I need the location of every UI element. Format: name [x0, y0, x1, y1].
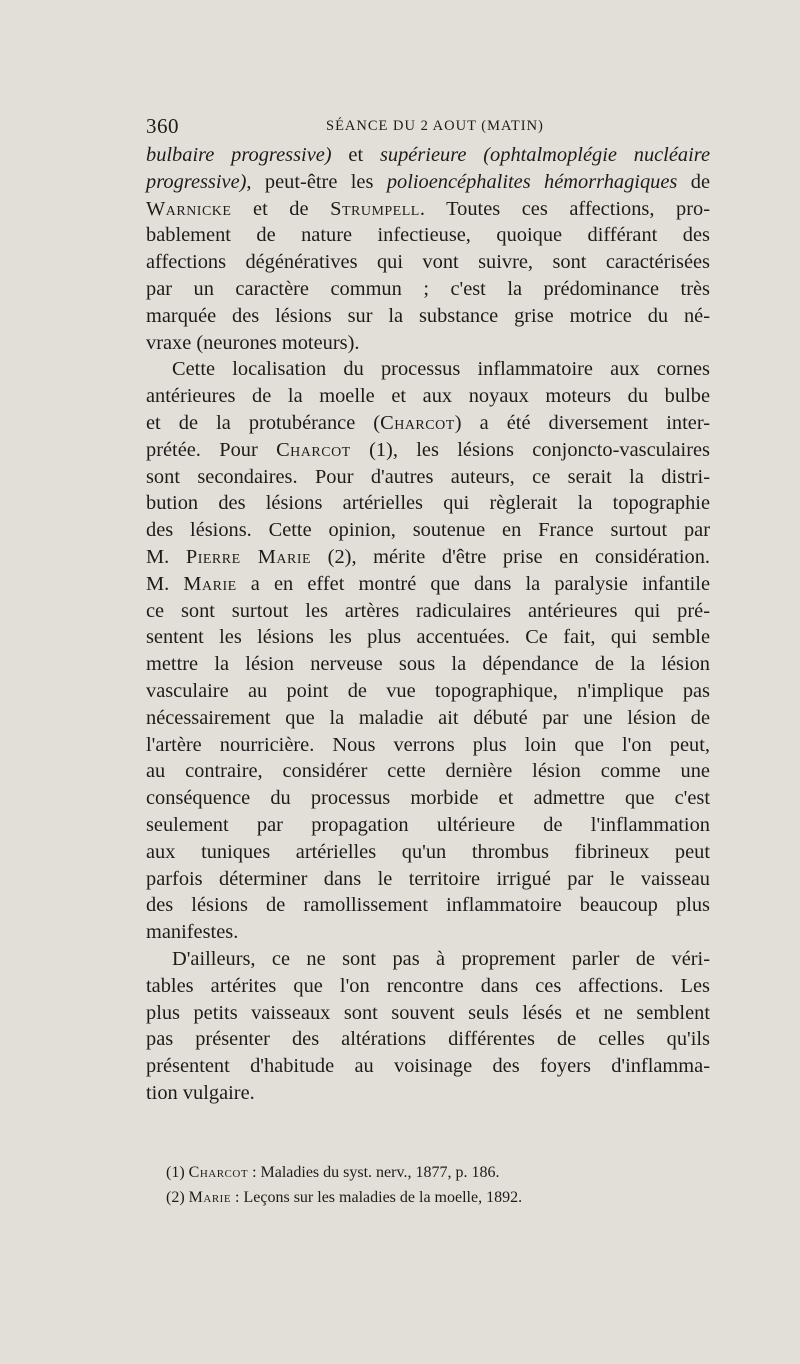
text-line: présentent d'habitude au voisinage des foyers d'inflamma- [146, 1055, 710, 1078]
text-line: conséquence du processus morbide et admettre que c'est [146, 787, 710, 810]
text-line: tables artérites que l'on rencontre dans ces affections. Les [146, 974, 710, 997]
text-line: des lésions. Cette opinion, soutenue en France surtout par [146, 519, 710, 542]
text-line: seulement par propagation ultérieure de l'inflammation [146, 813, 710, 836]
body-text [146, 142, 710, 1107]
paragraph-start: D'ailleurs, ce ne sont pas à proprement parler de véri- [172, 947, 710, 970]
text-line: prétée. Pour Charcot (1), les lésions conjoncto-vasculaires [146, 438, 710, 461]
text-line: M. Marie a en effet montré que dans la paralysie infantile [146, 572, 711, 595]
text-line: et de la protubérance (Charcot) a été diversement inter- [146, 411, 710, 434]
footnote: (2) Marie : Leçons sur les maladies de la moelle, 1892. [166, 1189, 523, 1206]
text-line: affections dégénératives qui vont suivre, sont caractérisées [146, 251, 710, 274]
text-line: vraxe (neurones moteurs). [146, 331, 360, 354]
text-line: plus petits vaisseaux sont souvent seuls lésés et ne semblent [146, 1001, 710, 1024]
text-line: parfois déterminer dans le territoire irrigué par le vaisseau [146, 867, 710, 890]
text-line: aux tuniques artérielles qu'un thrombus fibrineux peut [146, 840, 710, 863]
text-line: manifestes. [146, 921, 239, 944]
page-header [146, 114, 706, 144]
text-line: au contraire, considérer cette dernière lésion comme une [146, 760, 710, 783]
text-line: bulbaire progressive) et supérieure (ophtalmoplégie nucléaire [146, 144, 710, 166]
text-line: l'artère nourricière. Nous verrons plus loin que l'on peut, [146, 733, 710, 756]
paragraph-start: Cette localisation du processus inflammatoire aux cornes [172, 358, 710, 381]
text-line: sont secondaires. Pour d'autres auteurs, ce serait la distri- [146, 465, 710, 488]
footnote: (1) Charcot : Maladies du syst. nerv., 1877, p. 186. [166, 1164, 500, 1181]
text-line: mettre la lésion nerveuse sous la dépendance de la lésion [146, 653, 710, 676]
footnotes [166, 1160, 706, 1210]
text-line: ce sont surtout les artères radiculaires antérieures qui pré- [146, 599, 710, 622]
text-line: bution des lésions artérielles qui règlerait la topographie [146, 492, 710, 515]
text-line: tion vulgaire. [146, 1081, 255, 1104]
text-line: bablement de nature infectieuse, quoique différant des [146, 224, 710, 247]
text-line: pas présenter des altérations différentes de celles qu'ils [146, 1028, 710, 1051]
text-line: progressive), peut-être les polioencéphalites hémorrhagiques de [146, 170, 711, 193]
text-line: M. Pierre Marie (2), mérite d'être prise en considération. [146, 545, 710, 568]
text-line: marquée des lésions sur la substance grise motrice du né- [146, 304, 710, 327]
text-line: Warnicke et de Strumpell. Toutes ces affections, pro- [146, 197, 710, 220]
running-head: SÉANCE DU 2 AOUT (MATIN) [326, 118, 544, 134]
text-line: par un caractère commun ; c'est la prédominance très [146, 277, 710, 300]
text-line: sentent les lésions les plus accentuées. Ce fait, qui semble [146, 626, 710, 649]
text-line: des lésions de ramollissement inflammatoire beaucoup plus [146, 894, 710, 917]
text-line: vasculaire au point de vue topographique, n'implique pas [146, 679, 710, 702]
text-line: nécessairement que la maladie ait débuté par une lésion de [146, 706, 710, 729]
page-number: 360 [146, 114, 179, 138]
text-line: antérieures de la moelle et aux noyaux moteurs du bulbe [146, 385, 710, 408]
